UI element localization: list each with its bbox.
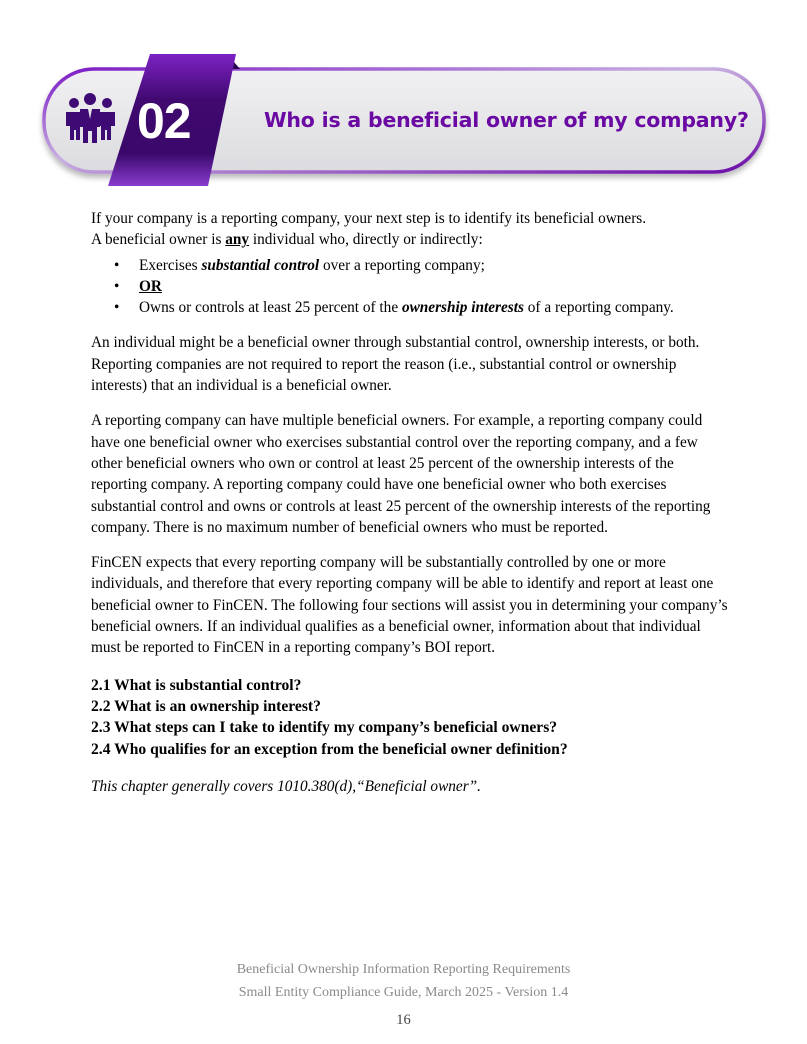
chapter-title: Who is a beneficial owner of my company? — [264, 108, 749, 132]
page-number: 16 — [396, 1012, 411, 1028]
section-link-2-4[interactable]: 2.4 Who qualifies for an exception from the beneficial owner definition? — [91, 740, 568, 758]
intro-line-1: If your company is a reporting company, your next step is to identify its beneficial owners. — [91, 210, 647, 227]
emphasis-or: OR — [139, 277, 162, 295]
item-text: of a reporting company. — [523, 299, 674, 317]
page-footer — [0, 958, 807, 1004]
emphasis-any: any — [225, 231, 250, 249]
bullet-icon: • — [114, 256, 120, 274]
emphasis-ownership-interests: ownership interests — [401, 299, 524, 317]
list-item — [91, 276, 731, 297]
chapter-number: 02 — [137, 93, 191, 149]
item-text: Owns or controls at least 25 percent of the — [139, 299, 402, 317]
intro-text: A beneficial owner is — [91, 231, 226, 249]
intro-text: individual who, directly or indirectly: — [249, 231, 483, 249]
bullet-icon: • — [114, 277, 120, 295]
banner-graphic — [0, 0, 807, 200]
criteria-list — [91, 255, 731, 319]
section-link-2-3[interactable]: 2.3 What steps can I take to identify my company’s beneficial owners? — [91, 719, 558, 737]
paragraph: An individual might be a beneficial owner through substantial control, ownership interests, or both. Reporting companies are not required to report the reason (i.e., substantial control or ownership interests) that an individual is a beneficial owner. — [91, 334, 700, 395]
chapter-note: This chapter generally covers 1010.380(d),“Beneficial owner”. — [91, 777, 482, 795]
paragraph: FinCEN expects that every reporting company will be substantially controlled by one or more individuals, and therefore that every reporting company will be able to identify and report at least one beneficial owner to FinCEN. The following four sections will assist you in determining your company’s beneficial owners. If an individual qualifies as a beneficial owner, information about that individual must be reported to FinCEN in a reporting company’s BOI report. — [91, 554, 728, 657]
list-item — [91, 297, 731, 318]
footer-title: Beneficial Ownership Information Reporting Requirements — [236, 962, 571, 977]
section-link-2-1[interactable]: 2.1 What is substantial control? — [91, 676, 302, 694]
section-list — [91, 675, 731, 760]
bullet-icon: • — [114, 299, 120, 317]
paragraph: A reporting company can have multiple beneficial owners. For example, a reporting company could have one beneficial owner who exercises substantial control over the reporting company, and a few other beneficial owners who own or control at least 25 percent of the ownership interests of the reporting company. A reporting company could have one beneficial owner who both exercises substantial control and owns or controls at least 25 percent of the ownership interests of the reporting company. There is no maximum number of beneficial owners who must be reported. — [91, 412, 711, 536]
intro-line-2 — [91, 229, 731, 250]
emphasis-substantial-control: substantial control — [201, 256, 320, 274]
list-item — [91, 255, 731, 276]
item-text: Exercises — [139, 256, 202, 274]
section-link-2-2[interactable]: 2.2 What is an ownership interest? — [91, 697, 321, 715]
chapter-banner — [0, 0, 807, 200]
page-content — [91, 208, 731, 797]
footer-subtitle: Small Entity Compliance Guide, March 2025 - Version 1.4 — [238, 985, 569, 1000]
item-text: over a reporting company; — [319, 256, 485, 274]
